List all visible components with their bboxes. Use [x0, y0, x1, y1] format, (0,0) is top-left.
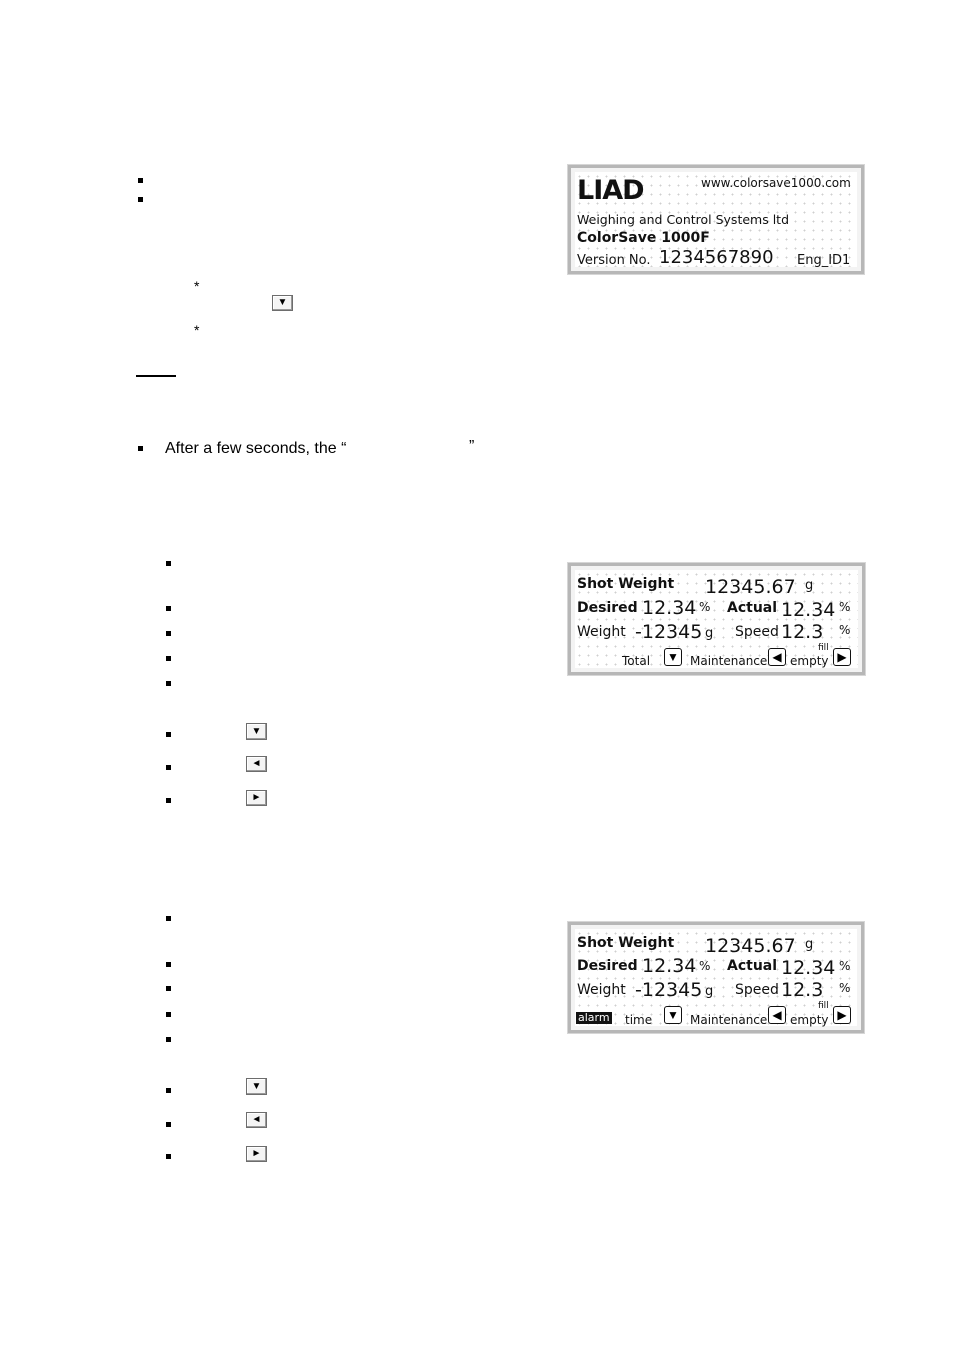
- empty-label-2: empty: [790, 1013, 829, 1027]
- actual-label: Actual: [727, 600, 778, 616]
- total-label: Total: [622, 654, 651, 668]
- website-text: www.colorsave1000.com: [701, 176, 851, 190]
- splash-screen-display: [568, 165, 864, 274]
- weight-label-2: Weight: [577, 982, 626, 998]
- liad-logo: LIAD: [577, 175, 644, 206]
- bullet-s2-8: [166, 798, 171, 803]
- bullet-s3-5: [166, 1037, 171, 1042]
- version-label: Version No.: [577, 253, 651, 268]
- bullet-2: [138, 197, 143, 202]
- weight-unit: g: [705, 626, 714, 641]
- main-screen-panel-2: [575, 929, 857, 1026]
- language-id: Eng_ID1: [797, 253, 851, 268]
- alarm-indicator: alarm: [578, 1011, 610, 1024]
- bullet-s2-3: [166, 631, 171, 636]
- desired-unit-2: %: [699, 959, 711, 973]
- bullet-s2-6: [166, 732, 171, 737]
- main-screen-display-2: [568, 922, 864, 1033]
- right-arrow-key-icon-s2: ►: [246, 790, 267, 806]
- maintenance-left-arrow-icon: ◀: [768, 648, 786, 666]
- time-down-arrow-icon: ▼: [664, 1006, 682, 1024]
- bullet-s3-6: [166, 1088, 171, 1093]
- bullet-s3-1: [166, 916, 171, 921]
- bullet-s3-8: [166, 1154, 171, 1159]
- actual-value-2: 12.34: [781, 957, 836, 979]
- down-arrow-key-icon: ▼: [272, 295, 293, 311]
- maintenance-label: Maintenance: [690, 654, 768, 668]
- main-screen-panel-1: [575, 570, 858, 668]
- bullet-3: [138, 446, 143, 451]
- speed-label: Speed: [735, 624, 779, 640]
- shot-weight-unit-2: g: [805, 937, 814, 952]
- weight-value-2: -12345: [635, 979, 703, 1001]
- weight-label: Weight: [577, 624, 626, 640]
- bullet-s2-2: [166, 606, 171, 611]
- down-arrow-key-icon-s2: ▼: [246, 723, 267, 740]
- main-screen-display-1: [568, 563, 865, 675]
- shot-weight-label: Shot Weight: [577, 576, 675, 592]
- shot-weight-value-2: 12345.67: [705, 935, 796, 957]
- asterisk-1: *: [194, 278, 200, 294]
- intro-sentence: After a few seconds, the “: [165, 440, 347, 457]
- fill-label: fill: [818, 643, 829, 653]
- bullet-s2-4: [166, 656, 171, 661]
- shot-weight-value: 12345.67: [705, 576, 796, 598]
- asterisk-2: *: [194, 322, 200, 338]
- total-down-arrow-icon: ▼: [664, 648, 682, 666]
- down-arrow-key-icon-s3: ▼: [246, 1078, 267, 1095]
- fill-label-2: fill: [818, 1001, 829, 1011]
- bullet-s3-7: [166, 1122, 171, 1127]
- shot-weight-unit: g: [805, 578, 814, 593]
- bullet-s2-5: [166, 681, 171, 686]
- fill-empty-right-arrow-icon: ▶: [833, 648, 851, 666]
- right-arrow-key-icon-s3: ►: [246, 1146, 267, 1162]
- speed-value: 12.3: [781, 621, 824, 643]
- speed-label-2: Speed: [735, 982, 779, 998]
- maintenance-left-arrow-icon-2: ◀: [768, 1006, 786, 1024]
- speed-unit: %: [839, 623, 851, 637]
- fill-empty-right-arrow-icon-2: ▶: [833, 1006, 851, 1024]
- weight-unit-2: g: [705, 984, 714, 999]
- speed-value-2: 12.3: [781, 979, 824, 1001]
- bullet-1: [138, 178, 143, 183]
- desired-unit: %: [699, 600, 711, 614]
- actual-value: 12.34: [781, 599, 836, 621]
- speed-unit-2: %: [839, 981, 851, 995]
- empty-label: empty: [790, 654, 829, 668]
- actual-unit: %: [839, 600, 851, 614]
- desired-value: 12.34: [642, 597, 697, 619]
- bullet-s2-7: [166, 765, 171, 770]
- time-label: time: [625, 1013, 653, 1027]
- desired-label-2: Desired: [577, 958, 638, 974]
- version-number: 1234567890: [659, 247, 774, 268]
- maintenance-label-2: Maintenance: [690, 1013, 768, 1027]
- intro-close-quote: ”: [469, 438, 475, 455]
- bullet-s3-3: [166, 986, 171, 991]
- left-arrow-key-icon-s3: ◄: [246, 1112, 267, 1128]
- company-name: Weighing and Control Systems ltd: [577, 212, 790, 227]
- bullet-s2-1: [166, 561, 171, 566]
- actual-label-2: Actual: [727, 958, 778, 974]
- desired-value-2: 12.34: [642, 955, 697, 977]
- shot-weight-label-2: Shot Weight: [577, 935, 675, 951]
- note-underline: [136, 375, 176, 377]
- product-name: ColorSave 1000F: [577, 230, 710, 246]
- bullet-s3-4: [166, 1012, 171, 1017]
- splash-screen-panel: [575, 172, 857, 267]
- desired-label: Desired: [577, 600, 638, 616]
- bullet-s3-2: [166, 962, 171, 967]
- left-arrow-key-icon-s2: ◄: [246, 756, 267, 772]
- actual-unit-2: %: [839, 959, 851, 973]
- weight-value: -12345: [635, 621, 703, 643]
